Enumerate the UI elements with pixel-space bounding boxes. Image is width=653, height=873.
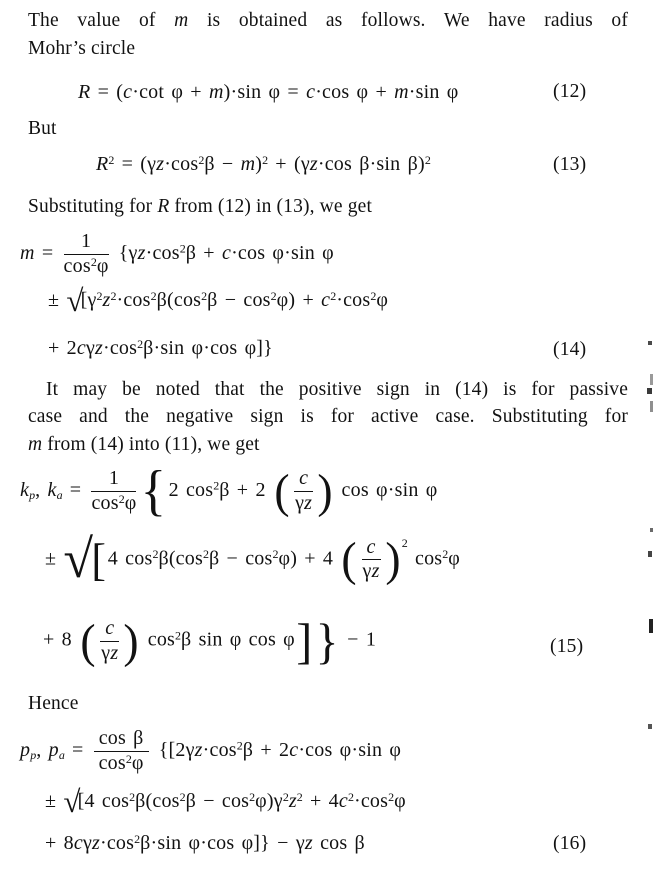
fraction-denominator (362, 560, 381, 583)
paragraph-2-line-2 (28, 404, 628, 430)
equation-12 (78, 80, 459, 105)
math-token: + 8 (43, 628, 80, 651)
math-token: p (29, 487, 36, 502)
math-token: β − cos (208, 547, 273, 570)
math-token: φ (376, 289, 389, 311)
math-token: φ) + (276, 289, 322, 311)
fraction (294, 468, 313, 514)
math-token: m (20, 241, 35, 264)
math-token: c (338, 790, 348, 812)
math-token: p (20, 738, 31, 761)
math-token: c (221, 241, 232, 264)
math-token: m (394, 81, 409, 103)
math-token: cos (407, 547, 443, 570)
big-delimiter: ( (274, 464, 290, 518)
math-token: m (208, 81, 224, 103)
math-token: c (76, 337, 86, 359)
math-token: m (174, 10, 189, 31)
math-token: c (73, 832, 83, 854)
equation-14-line-3 (48, 336, 273, 361)
math-token: γ (362, 560, 372, 583)
fraction-numerator (294, 468, 313, 492)
equation-16-line-3 (45, 831, 365, 856)
math-token: cos (63, 254, 91, 277)
radical-sign: √ (63, 529, 94, 590)
math-token: 2 (202, 547, 209, 562)
math-token: 2 (262, 152, 269, 167)
fraction (362, 537, 381, 583)
connective-but (28, 116, 57, 142)
math-token: z (194, 738, 203, 761)
math-token: 4 cos (107, 547, 153, 570)
math-token: ·cos (145, 241, 180, 264)
math-token: z (95, 337, 103, 359)
math-token: 2 (201, 288, 208, 303)
fraction-denominator (94, 752, 149, 775)
math-token: c (306, 81, 316, 103)
math-token: 2 (118, 491, 125, 506)
fraction (100, 618, 119, 664)
big-delimiter: { (141, 460, 167, 522)
math-token: {γ (111, 241, 138, 264)
math-token: c (299, 467, 309, 490)
math-token: 2 (424, 152, 431, 167)
scan-artifact (649, 619, 653, 633)
radical-sign: √ (63, 784, 81, 819)
math-token: β sin φ cos φ (181, 628, 295, 651)
scan-artifact (648, 341, 652, 345)
math-token: [γ (80, 289, 97, 311)
fraction-numerator (94, 728, 149, 752)
equation-13 (96, 152, 431, 177)
math-token: , (35, 478, 48, 501)
math-token: 2 (179, 241, 186, 256)
big-delimiter: ( (80, 614, 96, 668)
math-token: ) (255, 153, 263, 175)
math-token: Substituting for (28, 196, 158, 217)
math-token: β(cos (156, 289, 202, 311)
math-token: ·cos (103, 337, 138, 359)
math-token: cos β (98, 727, 144, 749)
big-delimiter: ) (317, 464, 333, 518)
math-token: φ (124, 491, 137, 514)
math-token: p (48, 738, 59, 761)
math-token: 2 (152, 547, 159, 562)
fraction-denominator (64, 255, 109, 278)
math-token: 2 (388, 789, 395, 804)
math-token: β·sin φ·cos φ]} − γ (140, 832, 305, 854)
math-token: from (14) into (11), we get (42, 434, 260, 455)
fraction-numerator (91, 468, 136, 492)
math-token: c (366, 535, 376, 558)
math-token: + 2 (48, 337, 77, 359)
math-token: − 1 (339, 628, 377, 651)
fraction (94, 728, 149, 774)
math-token: z (309, 153, 318, 175)
math-token: 2 (270, 288, 277, 303)
fraction-numerator (362, 537, 381, 561)
math-token: z (110, 641, 119, 664)
math-token: 2 cos (168, 478, 214, 501)
math-token: m (240, 153, 256, 175)
math-token: z (304, 491, 313, 514)
math-token: , (36, 738, 49, 761)
math-token: z (371, 560, 380, 583)
math-token: φ (131, 751, 144, 774)
radical-sign: √ (66, 283, 84, 318)
math-token: c (105, 617, 115, 639)
math-token: is obtained as follows. We have radius of (188, 10, 628, 31)
math-token: 2 (296, 789, 303, 804)
math-token: ·cos φ + (315, 81, 395, 103)
math-token: ·cos φ·sin φ (231, 241, 334, 264)
math-token: 2 (96, 288, 103, 303)
equation-14-line-2 (48, 283, 389, 318)
math-token: R (157, 196, 170, 217)
math-token: 2 (110, 288, 117, 303)
equation-13-number: (13) (553, 154, 587, 175)
big-delimiter: ) (123, 614, 140, 668)
math-token: γ (85, 337, 96, 359)
math-token: 2 (179, 789, 186, 804)
math-token: from (12) in (13), we get (169, 196, 373, 217)
math-token: It may be noted that the positive sign in (14) is for passive (46, 379, 628, 400)
math-token: 1 (80, 230, 92, 252)
fraction-numerator (64, 231, 109, 255)
math-token: β + 2 (242, 738, 290, 761)
math-token: )·sin φ = (223, 81, 307, 103)
big-delimiter: ) (385, 533, 401, 587)
math-token: 2 (236, 738, 243, 753)
math-token: {[2γ (151, 738, 195, 761)
big-delimiter: } (315, 612, 339, 669)
math-token: 2 (249, 789, 256, 804)
math-token: 2 (282, 789, 289, 804)
math-token: β − cos (207, 289, 271, 311)
math-token: ·cos (353, 790, 389, 812)
math-token: 2 (198, 152, 205, 167)
big-delimiter: ( (341, 533, 358, 587)
math-token: 2 (330, 288, 337, 303)
math-token: = (34, 241, 61, 264)
math-token: ·cos β·sin β) (317, 153, 425, 175)
equation-15-number: (15) (550, 636, 584, 657)
math-token: Hence (28, 693, 79, 714)
equation-15-line-3 (43, 612, 377, 669)
math-token: β + (185, 241, 222, 264)
equation-14-line-1 (20, 231, 334, 277)
math-token: 2 (125, 751, 132, 766)
scan-artifact (647, 388, 652, 394)
math-token: ·cos (336, 289, 371, 311)
paragraph-substituting (28, 194, 372, 220)
math-token: ·cos φ·sin φ (298, 738, 402, 761)
math-token: ± (45, 790, 64, 812)
math-token: γ (82, 832, 93, 854)
math-token: = ( (90, 81, 124, 103)
math-token: φ (448, 547, 461, 570)
math-token: = (62, 478, 89, 501)
math-token: z (137, 241, 146, 264)
math-token: 2 (272, 547, 279, 562)
math-token: β − cos (185, 790, 250, 812)
fraction (64, 231, 109, 277)
paragraph-2-line-1 (46, 377, 628, 403)
math-token: + (γ (268, 153, 310, 175)
math-token: ·cos (100, 832, 135, 854)
math-token: β − (204, 153, 241, 175)
math-token: c (123, 81, 133, 103)
math-token: 2 (401, 536, 408, 550)
scan-artifact (648, 551, 652, 557)
math-token: = (64, 738, 91, 761)
equation-15-line-2 (45, 529, 461, 590)
fraction-denominator (294, 492, 313, 515)
math-token: β·sin φ·cos φ]} (143, 337, 273, 359)
math-token: 2 (347, 789, 354, 804)
math-token: γ (295, 491, 305, 514)
math-token: c (289, 738, 299, 761)
math-token: z (102, 289, 111, 311)
math-token: [4 cos (77, 790, 130, 812)
fraction-numerator (100, 618, 119, 642)
math-token: ± (48, 289, 67, 311)
math-token: + 8 (45, 832, 74, 854)
math-token: z (156, 153, 165, 175)
math-token: 2 (134, 831, 141, 846)
big-delimiter: ] (296, 612, 313, 669)
math-token: 2 (370, 288, 377, 303)
math-token: 2 (175, 628, 182, 643)
math-token: Mohr’s circle (28, 38, 136, 59)
math-token: R (96, 153, 109, 175)
equation-15-line-1 (20, 460, 438, 522)
math-token: m (28, 434, 43, 455)
math-token: 2 (108, 152, 115, 167)
math-token: cos φ·sin φ (334, 478, 438, 501)
math-token: φ)γ (255, 790, 283, 812)
math-token: 1 (108, 466, 120, 489)
math-token: = (γ (114, 153, 157, 175)
fraction (91, 468, 136, 514)
math-token: ± (45, 547, 64, 570)
math-token: cos (98, 751, 126, 774)
fraction-denominator (100, 642, 119, 665)
math-token: β(cos (135, 790, 180, 812)
math-token: a (58, 747, 65, 762)
math-token: β(cos (158, 547, 203, 570)
math-token: 2 (442, 547, 449, 562)
math-token: ·sin φ (408, 81, 459, 103)
math-token: cos (140, 628, 176, 651)
math-token: k (20, 478, 30, 501)
math-token: ·cos (164, 153, 199, 175)
scan-artifact (648, 724, 652, 729)
math-token: β + 2 (219, 478, 273, 501)
math-token: a (56, 487, 63, 502)
math-token: c (321, 289, 331, 311)
connective-hence (28, 691, 79, 717)
paragraph-1-line-1 (28, 8, 628, 34)
math-token: p (30, 747, 37, 762)
math-token: ·cot φ + (132, 81, 209, 103)
math-token: But (28, 118, 57, 139)
math-token: 2 (137, 336, 144, 351)
math-token: φ) + 4 (278, 547, 341, 570)
equation-16-line-2 (45, 784, 406, 819)
math-token: 2 (213, 478, 220, 493)
big-delimiter: [ (91, 534, 107, 586)
math-token: The value of (28, 10, 175, 31)
math-token: case and the negative sign is for active case. Substituting for (28, 406, 628, 427)
math-token: ·cos (116, 289, 151, 311)
math-token: z (288, 790, 297, 812)
math-token: 2 (129, 789, 136, 804)
paragraph-1-line-2 (28, 36, 135, 62)
math-token: 2 (90, 254, 97, 269)
math-token: z (92, 832, 100, 854)
equation-14-number: (14) (553, 339, 587, 360)
math-token: φ (96, 254, 109, 277)
fraction-denominator (91, 492, 136, 515)
math-token: R (78, 81, 91, 103)
equation-16-line-1 (20, 728, 401, 774)
math-token: ·cos (202, 738, 237, 761)
math-token: cos (91, 491, 119, 514)
math-token: φ (394, 790, 406, 812)
equation-12-number: (12) (553, 81, 587, 102)
math-token: 2 (150, 288, 157, 303)
math-token: k (47, 478, 57, 501)
paragraph-2-line-3 (28, 432, 260, 458)
math-token: γ (101, 641, 111, 664)
math-token: cos β (312, 832, 365, 854)
math-token: z (304, 832, 313, 854)
equation-16-number: (16) (553, 833, 587, 854)
math-token: + 4 (302, 790, 339, 812)
